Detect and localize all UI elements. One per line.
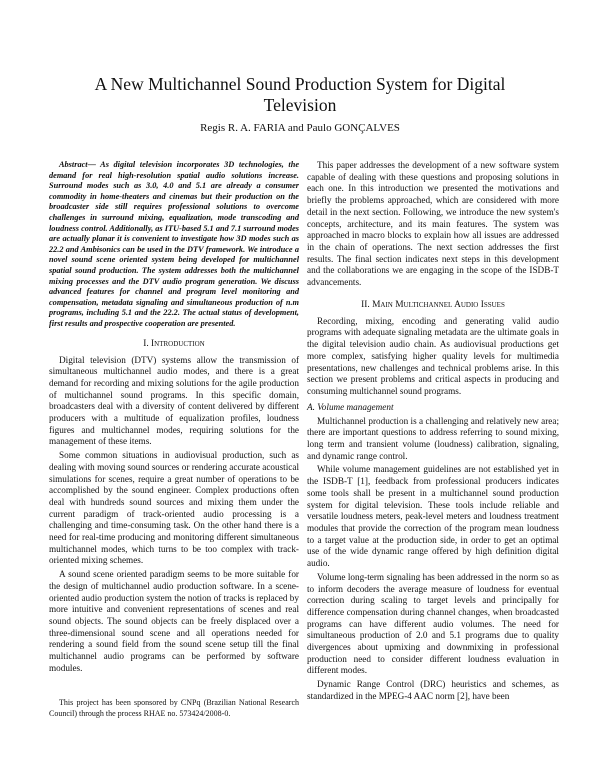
paper-title: A New Multichannel Sound Production System for Digital Television bbox=[94, 74, 506, 115]
intro-paragraph: Some common situations in audiovisual production, such as dealing with moving sound sources or rendering accurate acoustical simulations for scenes, require a great number of operations to be accomplished by the sound engineer. Complex productions often deal with hundreds sound sources and mixing them under the current paradigm of track-oriented audio processing is a challenging and time-consuming task. On the other hand there is a need for real-time producing and monitoring different simultaneous multichannel modes, which turns to be too complex with track-oriented mixing schemes. bbox=[49, 450, 299, 566]
right-column bbox=[307, 160, 559, 705]
volume-paragraph: Dynamic Range Control (DRC) heuristics and schemes, as standardized in the MPEG-4 AAC norm [2], have been bbox=[307, 679, 559, 701]
section-heading-introduction: I. Introduction bbox=[143, 338, 205, 349]
abstract-text: As digital television incorporates 3D technologies, the demand for real high-resolution spatial audio solutions increase. Surround modes such as 3.0, 4.0 and 5.1 are already a consumer commodity in home-theaters and cinemas but their production on the broadcaster side still requires professional solutions to overcome challenges in surround mixing, equalization, mode transcoding and loudness control. Additionally, as ITU-based 5.1 and 7.1 surround modes are actually planar it is convenient to investigate how 3D modes such as 22.2 and Ambisonics can be used in the DTV framework. We introduce a novel sound scene oriented system being developed for multichannel spatial sound production. The system addresses both the multichannel mixing processes and the DTV audio program generation. We discuss advanced features for channel and program level monitoring and compensation, metadata signaling and simultaneous production of n.m programs, including 5.1 and the 22.2. The actual status of development, first results and prospective cooperation are presented. bbox=[49, 160, 299, 328]
subsection-heading-volume-management: A. Volume management bbox=[307, 401, 394, 412]
footnote: This project has been sponsored by CNPq (Brazilian National Research Council) through the process RHAE no. 573424/2008-0. bbox=[49, 698, 299, 718]
abstract bbox=[49, 160, 299, 330]
intro-paragraph: This paper addresses the development of a new software system capable of dealing with these questions and proposing solutions in each one. In this introduction we presented the motivations and briefly the problems approached, which are considered with more detail in the next section. Following, we introduce the new system's concepts, architecture, and its main features. The system was approached in macro blocks to explain how all issues are addressed in the chain of operations. The next section addresses the first results. The final section indicates next steps in this development and the collaborations we are engaging in the scope of the ISDB-T advancements. bbox=[307, 160, 559, 288]
section-heading-main-issues: II. Main Multichannel Audio Issues bbox=[361, 299, 505, 310]
volume-paragraph: Volume long-term signaling has been addressed in the norm so as to inform decoders the average measure of loudness for eventual correction during scaling to target levels and principally for difference compensation during channel changes, when broadcasted programs can have different audio volumes. The need for simultaneous production of 2.0 and 5.1 programs due to quality divergences about upmixing and downmixing in professional production need to consider different loudness evaluation in different modes. bbox=[307, 571, 559, 676]
abstract-label: Abstract— bbox=[59, 160, 96, 169]
paper-authors: Regis R. A. FARIA and Paulo GONÇALVES bbox=[200, 122, 400, 134]
volume-paragraph: While volume management guidelines are not established yet in the ISDB-T [1], feedback from professional producers indicates some tools shall be present in a multichannel sound production system for digital television. These tools include reliable and versatile loudness meters, peak-level meters and loudness treatment modules that provide the correction of the program mean loudness to a target value at the production side, in order to get an optimal use of the wide dynamic range offered by high definition digital audio. bbox=[307, 464, 559, 569]
intro-paragraph: Digital television (DTV) systems allow the transmission of simultaneous multichannel audio modes, and there is a great demand for recording and mixing solutions for the agile production of multichannel sound programs. In this specific domain, broadcasters deal with a diversity of content delivered by different producers with a multitude of equalization profiles, loudness figures and multichannel modes, requiring solutions for the management of these items. bbox=[49, 354, 299, 447]
left-column bbox=[49, 160, 299, 676]
intro-paragraph: A sound scene oriented paradigm seems to be more suitable for the design of multichannel audio production software. In a scene-oriented audio production system the notion of tracks is replaced by more intuitive and convenient representations of scenes and real sound objects. The sound objects can be freely displaced over a three-dimensional sound scene and all operations needed for rendering a sound field from the sound scene setup till the final multichannel audio programs can be performed by software modules. bbox=[49, 569, 299, 673]
volume-paragraph: Multichannel production is a challenging and relatively new area; there are important questions to address referring to sound mixing, long term and transient volume (loudness) calibration, signaling, and dynamic range control. bbox=[307, 415, 559, 461]
section2-paragraph: Recording, mixing, encoding and generating valid audio programs with adequate signaling metadata are the ultimate goals in the digital television audio chain. As audiovisual productions get more complex, satisfying higher quality levels for multimedia presentations, new challenges and technical problems arise. In this section we present problems and critical aspects in producing and consuming multichannel sound programs. bbox=[307, 315, 559, 396]
